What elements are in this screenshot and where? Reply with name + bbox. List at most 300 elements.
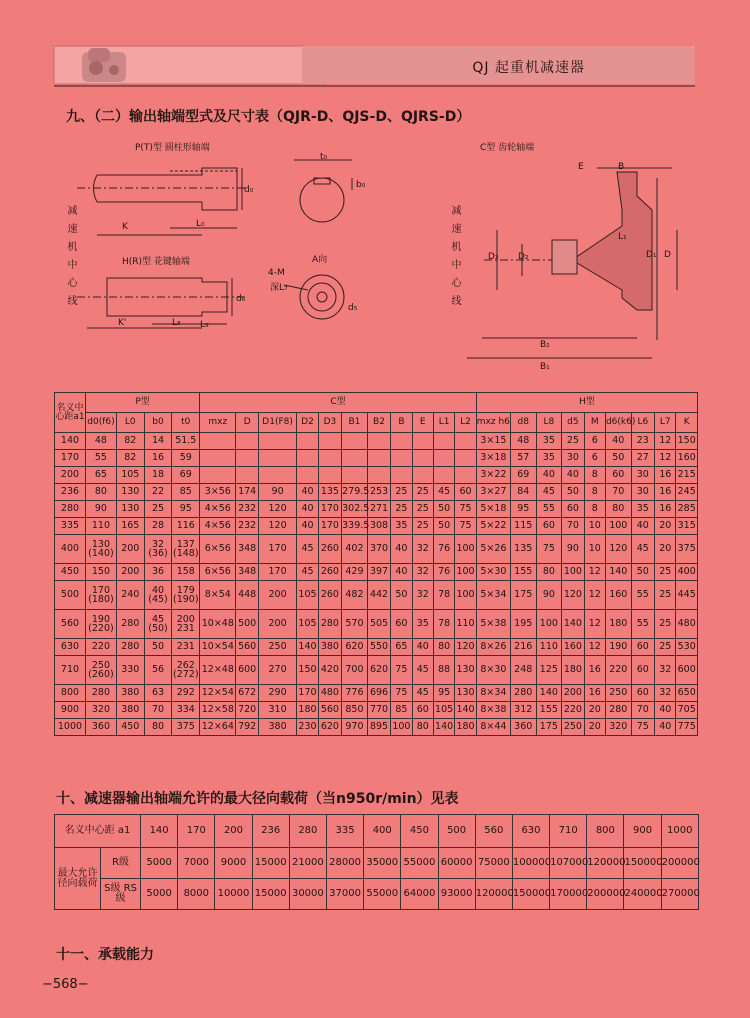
table-cell: 174	[236, 484, 258, 501]
table-cell: 236	[55, 484, 86, 501]
table-cell: 90	[85, 501, 116, 518]
dimension-table	[54, 392, 698, 736]
table-cell: 800	[55, 685, 86, 702]
table-cell: 271	[367, 501, 390, 518]
table1-col-header: B	[391, 413, 412, 433]
header-title: QJ 起重机减速器	[472, 60, 585, 76]
table-cell	[342, 433, 368, 450]
table-cell: 720	[236, 702, 258, 719]
table-cell: 245	[676, 484, 698, 501]
table-cell: 45	[412, 685, 433, 702]
table-cell: 280	[605, 702, 631, 719]
table-cell: 50	[433, 501, 454, 518]
table-cell: 380	[116, 685, 144, 702]
table-cell: 290	[258, 685, 296, 702]
table-cell: 700	[342, 656, 368, 685]
table-cell: 45	[412, 656, 433, 685]
table-cell	[318, 450, 341, 467]
table-cell: 25	[391, 484, 412, 501]
table-cell: 16	[584, 656, 605, 685]
table2-center-header: 200	[215, 815, 252, 848]
table-cell: 550	[367, 639, 390, 656]
table-cell: 175	[536, 719, 562, 736]
table-cell: 380	[318, 639, 341, 656]
table-cell: 250	[605, 685, 631, 702]
table-cell: 170	[297, 685, 318, 702]
k-label: K	[122, 222, 128, 232]
table-cell: 4×56	[200, 518, 236, 535]
table-cell: 90	[562, 535, 584, 564]
table-cell: 75000	[475, 848, 512, 879]
table1-col-header: K	[676, 413, 698, 433]
table-cell: 160	[676, 450, 698, 467]
table-cell: 135	[510, 535, 536, 564]
table-cell: 232	[236, 501, 258, 518]
table1-col-header: mxz h6	[476, 413, 510, 433]
table-cell: 380	[116, 702, 144, 719]
table-cell: 60	[631, 656, 654, 685]
table-cell: 20	[584, 719, 605, 736]
table-cell: 12×64	[200, 719, 236, 736]
table-cell	[236, 467, 258, 484]
table-cell: 32	[412, 535, 433, 564]
table-cell: 30000	[289, 879, 326, 910]
table-cell: 320	[85, 702, 116, 719]
table-cell: 55	[631, 610, 654, 639]
table-cell: 3×56	[200, 484, 236, 501]
table-cell: 445	[676, 581, 698, 610]
table-cell: 45 (50)	[144, 610, 172, 639]
table-cell: 480	[318, 685, 341, 702]
table-row	[55, 610, 698, 639]
table-cell: 12	[584, 639, 605, 656]
gearbox-logo-icon	[82, 48, 126, 82]
table-cell: 190 (220)	[85, 610, 116, 639]
table-cell: 12×58	[200, 702, 236, 719]
table-cell: 110	[455, 610, 477, 639]
table-cell: 705	[676, 702, 698, 719]
table-cell: 70	[631, 702, 654, 719]
table-cell: 570	[342, 610, 368, 639]
table-cell: 64000	[401, 879, 438, 910]
table-cell: 65	[391, 639, 412, 656]
page-number: −568−	[42, 977, 89, 992]
table-cell: 76	[433, 535, 454, 564]
table-cell: 16	[655, 484, 676, 501]
table-cell: 560	[318, 702, 341, 719]
table-cell: 160	[605, 581, 631, 610]
table-cell: 95	[172, 501, 200, 518]
table-cell: 78	[433, 610, 454, 639]
d-label: D	[664, 250, 671, 260]
table-row	[55, 484, 698, 501]
table1-col-header: L0	[116, 413, 144, 433]
table-cell: 334	[172, 702, 200, 719]
table2-center-header: 236	[252, 815, 289, 848]
table-cell: 48	[85, 433, 116, 450]
table-cell: 50	[562, 484, 584, 501]
table-cell: 7000	[178, 848, 215, 879]
table1-col-header: D	[236, 413, 258, 433]
table-cell: 60000	[438, 848, 475, 879]
e-label: E	[578, 162, 584, 172]
table-cell: 360	[85, 719, 116, 736]
table-cell: 70	[144, 702, 172, 719]
table1-col-header: M	[584, 413, 605, 433]
table-cell: 672	[236, 685, 258, 702]
table-cell: 200 231	[172, 610, 200, 639]
t0-label: t₀	[320, 152, 328, 162]
table-cell: 18	[144, 467, 172, 484]
table1-col-header: L7	[655, 413, 676, 433]
d3-label: D₃	[488, 252, 499, 262]
table-cell: 35000	[364, 848, 401, 879]
c-type-label: C型 齿轮轴端	[480, 143, 535, 153]
table-cell: 5000	[141, 848, 178, 879]
table-cell: 16	[655, 467, 676, 484]
table-cell: 775	[676, 719, 698, 736]
table-cell: 6	[584, 450, 605, 467]
table-cell: 95	[433, 685, 454, 702]
table-cell: 23	[631, 433, 654, 450]
table-row	[55, 581, 698, 610]
table-cell: 776	[342, 685, 368, 702]
table-cell: 280	[318, 610, 341, 639]
table1-col-header: D1(F8)	[258, 413, 296, 433]
table-cell: 400	[55, 535, 86, 564]
table-cell: 315	[676, 518, 698, 535]
table-cell: 95	[510, 501, 536, 518]
table-cell: 51.5	[172, 433, 200, 450]
table-cell: 30	[631, 484, 654, 501]
table-cell: 448	[236, 581, 258, 610]
table-cell: 16	[655, 501, 676, 518]
table-cell: 560	[55, 610, 86, 639]
table1-col-header: d0(f6)	[85, 413, 116, 433]
table-cell	[258, 467, 296, 484]
table2-corner-header: 名义中心距 a1	[55, 815, 141, 848]
table-cell	[258, 433, 296, 450]
section10-title: 十、减速器输出轴端允许的最大径向载荷（当n950r/min）见表	[56, 791, 459, 807]
table2-center-header: 900	[624, 815, 661, 848]
table-cell	[455, 467, 477, 484]
table-cell: 400	[676, 564, 698, 581]
table-cell: 25	[655, 639, 676, 656]
table1-col-header: t0	[172, 413, 200, 433]
table1-col-header: d8	[510, 413, 536, 433]
table-cell	[318, 433, 341, 450]
table-cell: 40	[536, 467, 562, 484]
table-cell	[412, 467, 433, 484]
table-cell: 200	[562, 685, 584, 702]
table-cell: 12	[584, 564, 605, 581]
centerline-label-left: 减速机中心线	[65, 205, 76, 313]
table-cell: 200	[258, 610, 296, 639]
table-cell: 170	[318, 518, 341, 535]
table-cell: 5×22	[476, 518, 510, 535]
table-cell: 120000	[587, 848, 624, 879]
table-cell: 25	[144, 501, 172, 518]
table-cell: 370	[367, 535, 390, 564]
table-cell: 620	[318, 719, 341, 736]
table-cell: 105	[297, 581, 318, 610]
table-cell: 107000	[550, 848, 587, 879]
table-cell: 250	[562, 719, 584, 736]
table-cell: 150	[676, 433, 698, 450]
table-cell: 339.5	[342, 518, 368, 535]
table1-corner-header: 名义中心距a1	[55, 393, 86, 433]
table-cell: 100	[562, 564, 584, 581]
table-cell	[200, 467, 236, 484]
table-cell: 8	[584, 467, 605, 484]
table2-center-header: 140	[141, 815, 178, 848]
table1-col-header: E	[412, 413, 433, 433]
table-cell: 60	[412, 702, 433, 719]
table-cell: 45	[433, 484, 454, 501]
table2-center-header: 335	[326, 815, 363, 848]
table-cell: 100	[455, 535, 477, 564]
table-cell: 28	[144, 518, 172, 535]
table-cell: 140	[297, 639, 318, 656]
table-cell: 5000	[141, 879, 178, 910]
table-cell: 220	[85, 639, 116, 656]
table-cell: 308	[367, 518, 390, 535]
table-cell: 35	[631, 501, 654, 518]
table1-col-header: d6(k6)	[605, 413, 631, 433]
table-cell: 180	[297, 702, 318, 719]
table-cell: 500	[236, 610, 258, 639]
table-cell: 200	[116, 535, 144, 564]
table1-col-header: L8	[536, 413, 562, 433]
table-cell: 75	[536, 535, 562, 564]
table-cell: 50	[605, 450, 631, 467]
table1-group-p: P型	[85, 393, 199, 413]
table-cell: 60	[455, 484, 477, 501]
b0-label: b₀	[356, 180, 366, 190]
table-cell: 82	[116, 450, 144, 467]
table-cell: 402	[342, 535, 368, 564]
table1-col-header: L2	[455, 413, 477, 433]
l8-label: L₈	[172, 318, 181, 328]
table-cell: 170	[318, 501, 341, 518]
table1-col-header: B2	[367, 413, 390, 433]
table-cell: 200000	[661, 848, 698, 879]
table-cell: 3×27	[476, 484, 510, 501]
table-cell	[367, 450, 390, 467]
table-row	[55, 719, 698, 736]
table-cell: 30	[562, 450, 584, 467]
table-cell: 140	[536, 685, 562, 702]
table-cell: 232	[236, 518, 258, 535]
table-cell: 55000	[364, 879, 401, 910]
b1-label: B₁	[540, 362, 550, 372]
table-cell: 65	[85, 467, 116, 484]
table-cell: 35	[391, 518, 412, 535]
table-cell: 285	[676, 501, 698, 518]
table-cell: 3×18	[476, 450, 510, 467]
table-cell: 88	[433, 656, 454, 685]
table-cell: 150000	[624, 848, 661, 879]
table-cell: 420	[318, 656, 341, 685]
table-cell: 70	[562, 518, 584, 535]
table-cell: 40	[297, 484, 318, 501]
table-row	[55, 433, 698, 450]
table-cell	[258, 450, 296, 467]
table-cell: 90	[536, 581, 562, 610]
table-cell	[297, 450, 318, 467]
table-cell	[391, 433, 412, 450]
table-cell: 280	[116, 639, 144, 656]
table-cell: 160	[562, 639, 584, 656]
table-cell: 216	[510, 639, 536, 656]
table-cell: 253	[367, 484, 390, 501]
radial-load-table	[54, 814, 699, 910]
table-cell	[433, 450, 454, 467]
table1-col-header: mxz	[200, 413, 236, 433]
table-cell: 116	[172, 518, 200, 535]
table-cell: 170	[258, 535, 296, 564]
table-cell: 16	[144, 450, 172, 467]
table-cell: 397	[367, 564, 390, 581]
table-cell: 30	[631, 467, 654, 484]
table-cell: 20	[655, 518, 676, 535]
table2-center-header: 450	[401, 815, 438, 848]
table-cell: 6×56	[200, 564, 236, 581]
table1-col-header: b0	[144, 413, 172, 433]
table-cell: 5×34	[476, 581, 510, 610]
table-cell: 330	[116, 656, 144, 685]
table-cell: 200000	[587, 879, 624, 910]
table-cell: 1000	[55, 719, 86, 736]
table-cell	[236, 433, 258, 450]
table-cell: 130	[116, 484, 144, 501]
table-cell: 8	[584, 501, 605, 518]
table-cell: 63	[144, 685, 172, 702]
table-cell: 375	[676, 535, 698, 564]
table-cell: 530	[676, 639, 698, 656]
d0-label: d₀	[244, 185, 254, 195]
table-cell: 130 (140)	[85, 535, 116, 564]
header-band	[52, 44, 697, 88]
table-cell: 170000	[550, 879, 587, 910]
table-cell: 8000	[178, 879, 215, 910]
table-cell: 140	[455, 702, 477, 719]
table-row	[55, 564, 698, 581]
table-cell: 60	[536, 518, 562, 535]
table-cell: 170	[55, 450, 86, 467]
table-cell: 57	[510, 450, 536, 467]
table-cell: 105	[433, 702, 454, 719]
table-cell: 8×38	[476, 702, 510, 719]
table-cell: 135	[318, 484, 341, 501]
table-cell: 600	[676, 656, 698, 685]
table-cell: 105	[297, 610, 318, 639]
table-cell: 110	[536, 639, 562, 656]
l9-label: L₉	[200, 320, 209, 330]
table-cell: 25	[655, 564, 676, 581]
table-cell: 150000	[512, 879, 549, 910]
b2-label: B₂	[540, 340, 550, 350]
table-cell: 140	[55, 433, 86, 450]
table-cell: 80	[433, 639, 454, 656]
table-cell: 69	[510, 467, 536, 484]
table2-r-label: R级	[101, 848, 141, 879]
table-cell: 85	[391, 702, 412, 719]
table-cell: 100	[455, 581, 477, 610]
table-cell: 16	[584, 685, 605, 702]
table-cell: 600	[236, 656, 258, 685]
table-cell: 280	[55, 501, 86, 518]
table-cell: 970	[342, 719, 368, 736]
table-cell: 260	[318, 535, 341, 564]
table-cell: 230	[297, 719, 318, 736]
table-cell: 40	[412, 639, 433, 656]
table-cell: 12	[655, 450, 676, 467]
table-cell: 75	[631, 719, 654, 736]
centerline-label-right: 减速机中心线	[449, 205, 460, 313]
table-cell: 279.5	[342, 484, 368, 501]
table-cell: 60	[631, 639, 654, 656]
table-cell: 40	[391, 535, 412, 564]
depth-label: 深L₇	[270, 283, 288, 293]
table-cell: 56	[144, 656, 172, 685]
table-cell: 40	[631, 518, 654, 535]
table-cell: 69	[172, 467, 200, 484]
table-cell: 200	[258, 581, 296, 610]
table-cell	[367, 467, 390, 484]
table-cell: 137 (148)	[172, 535, 200, 564]
table-cell: 22	[144, 484, 172, 501]
table-cell: 78	[433, 581, 454, 610]
table-cell: 175	[510, 581, 536, 610]
table-cell: 650	[676, 685, 698, 702]
table-cell	[342, 467, 368, 484]
table-cell: 8×30	[476, 656, 510, 685]
table-cell: 80	[85, 484, 116, 501]
l1-label: L₁	[618, 232, 627, 242]
table-cell: 48	[510, 433, 536, 450]
table-row	[55, 639, 698, 656]
table-cell	[412, 433, 433, 450]
table-cell: 5×18	[476, 501, 510, 518]
table-cell: 120	[258, 518, 296, 535]
table-cell: 120	[258, 501, 296, 518]
table-cell: 125	[536, 656, 562, 685]
table-cell: 35	[536, 450, 562, 467]
table-cell: 36	[144, 564, 172, 581]
table-cell: 40 (45)	[144, 581, 172, 610]
table-cell: 75	[455, 518, 477, 535]
table-cell: 248	[510, 656, 536, 685]
table-cell: 180	[562, 656, 584, 685]
table-cell: 90	[258, 484, 296, 501]
table-cell: 482	[342, 581, 368, 610]
table-cell	[297, 433, 318, 450]
table-cell: 55000	[401, 848, 438, 879]
table-cell: 82	[116, 433, 144, 450]
table-cell	[412, 450, 433, 467]
table-row	[55, 467, 698, 484]
table-cell: 32	[655, 685, 676, 702]
table-cell: 32	[412, 581, 433, 610]
table-cell: 37000	[326, 879, 363, 910]
table-cell: 280	[116, 610, 144, 639]
table-cell	[391, 450, 412, 467]
table-cell: 15000	[252, 848, 289, 879]
table-row	[55, 535, 698, 564]
table-cell: 310	[258, 702, 296, 719]
table-cell	[367, 433, 390, 450]
